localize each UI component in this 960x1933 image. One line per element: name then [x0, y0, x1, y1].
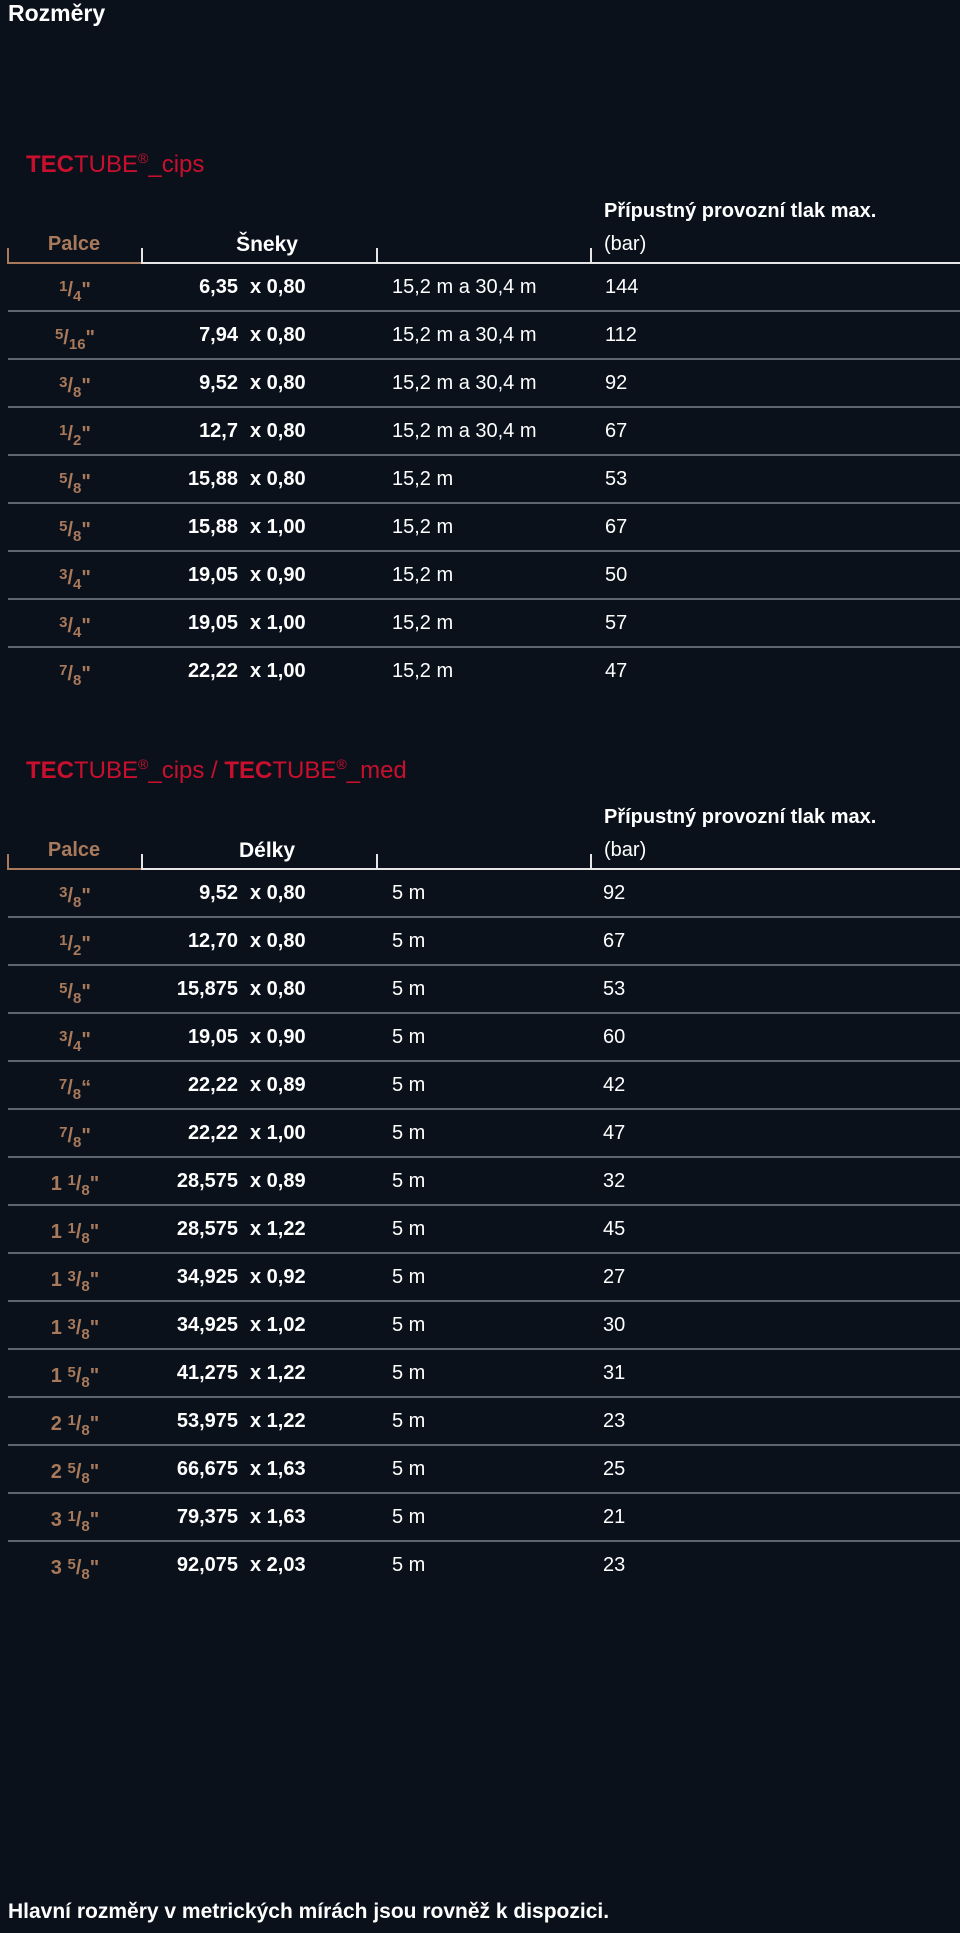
outer-diameter: 15,88 — [187, 468, 238, 490]
outer-diameter: 7,94 — [199, 324, 238, 346]
outer-diameter: 19,05 — [187, 612, 238, 634]
outer-diameter: 28,575 — [176, 1170, 238, 1192]
outer-diameter: 22,22 — [187, 660, 238, 682]
outer-diameter: 41,275 — [176, 1362, 238, 1384]
table-row — [0, 1062, 960, 1110]
table-row — [0, 1542, 960, 1590]
section-title: TECTUBE®_cips — [26, 150, 205, 178]
max-pressure: 60 — [603, 1026, 626, 1048]
wall-thickness: x 0,80 — [250, 324, 306, 346]
table-row — [0, 504, 960, 552]
max-pressure: 42 — [603, 1074, 626, 1096]
outer-diameter: 12,7 — [199, 420, 238, 442]
max-pressure: 32 — [603, 1170, 626, 1192]
length: 15,2 m — [392, 516, 454, 538]
wall-thickness: x 0,80 — [250, 372, 306, 394]
table-row — [0, 648, 960, 696]
table-row — [0, 1206, 960, 1254]
table-row — [0, 1302, 960, 1350]
max-pressure: 57 — [605, 612, 628, 634]
inch-size: $^5/_{16}$" — [54, 326, 96, 353]
length: 15,2 m — [392, 660, 454, 682]
inch-size: 1 $^3/_8$" — [50, 1316, 100, 1343]
wall-thickness: x 0,80 — [250, 420, 306, 442]
max-pressure: 47 — [603, 1122, 626, 1144]
inch-size: $^3/_4$" — [59, 1028, 91, 1055]
length: 5 m — [392, 1122, 426, 1144]
table-row — [0, 1350, 960, 1398]
inch-size: 3 $^5/_8$" — [50, 1556, 100, 1583]
length: 5 m — [392, 1362, 426, 1384]
footer-note: Hlavní rozměry v metrických mírách jsou rovněž k dispozici. — [8, 1900, 610, 1923]
header-pressure-unit: (bar) — [604, 233, 647, 255]
length: 5 m — [392, 1170, 426, 1192]
length: 5 m — [392, 978, 426, 1000]
outer-diameter: 19,05 — [187, 1026, 238, 1048]
inch-size: $^5/_8$" — [59, 518, 91, 545]
inch-size: $^3/_8$" — [59, 884, 91, 911]
max-pressure: 27 — [603, 1266, 626, 1288]
outer-diameter: 22,22 — [187, 1074, 238, 1096]
outer-diameter: 15,88 — [187, 516, 238, 538]
table-row — [0, 1398, 960, 1446]
header-tick — [590, 854, 592, 870]
max-pressure: 67 — [605, 516, 628, 538]
outer-diameter: 6,35 — [199, 276, 238, 298]
wall-thickness: x 0,92 — [250, 1266, 306, 1288]
inch-size: 2 $^5/_8$" — [50, 1460, 100, 1487]
outer-diameter: 9,52 — [199, 882, 238, 904]
wall-thickness: x 0,80 — [250, 468, 306, 490]
outer-diameter: 12,70 — [187, 930, 238, 952]
length: 5 m — [392, 1218, 426, 1240]
length: 5 m — [392, 1458, 426, 1480]
table-row — [0, 966, 960, 1014]
outer-diameter: 28,575 — [176, 1218, 238, 1240]
length: 15,2 m a 30,4 m — [392, 324, 537, 346]
wall-thickness: x 0,89 — [250, 1170, 306, 1192]
max-pressure: 92 — [603, 882, 626, 904]
length: 15,2 m a 30,4 m — [392, 420, 537, 442]
max-pressure: 23 — [603, 1554, 626, 1576]
length: 15,2 m a 30,4 m — [392, 276, 537, 298]
wall-thickness: x 0,80 — [250, 276, 306, 298]
outer-diameter: 66,675 — [176, 1458, 238, 1480]
wall-thickness: x 0,90 — [250, 564, 306, 586]
wall-thickness: x 0,80 — [250, 930, 306, 952]
table-row — [0, 360, 960, 408]
max-pressure: 92 — [605, 372, 628, 394]
inch-size: $^3/_4$" — [59, 614, 91, 641]
table-row — [0, 1110, 960, 1158]
header-sneky: Šneky — [236, 233, 298, 256]
header-pressure-unit: (bar) — [604, 839, 647, 861]
outer-diameter: 92,075 — [176, 1554, 238, 1576]
length: 15,2 m a 30,4 m — [392, 372, 537, 394]
length: 15,2 m — [392, 564, 454, 586]
table-row — [0, 870, 960, 918]
header-tick — [141, 854, 143, 870]
header-tick — [7, 248, 9, 264]
inch-size: $^3/_8$" — [59, 374, 91, 401]
max-pressure: 53 — [605, 468, 628, 490]
wall-thickness: x 1,00 — [250, 1122, 306, 1144]
inch-size: 1 $^5/_8$" — [50, 1364, 100, 1391]
header-palce: Palce — [47, 233, 101, 255]
wall-thickness: x 1,00 — [250, 516, 306, 538]
inch-size: $^1/_2$" — [59, 422, 91, 449]
outer-diameter: 22,22 — [187, 1122, 238, 1144]
max-pressure: 47 — [605, 660, 628, 682]
inch-size: $^1/_2$" — [59, 932, 91, 959]
length: 5 m — [392, 930, 426, 952]
table-body — [0, 870, 960, 1590]
wall-thickness: x 0,90 — [250, 1026, 306, 1048]
table-row — [0, 918, 960, 966]
inch-size: 2 $^1/_8$" — [50, 1412, 100, 1439]
table-row — [0, 1494, 960, 1542]
table-row — [0, 1158, 960, 1206]
wall-thickness: x 1,63 — [250, 1506, 306, 1528]
inch-size: $^1/_4$" — [59, 278, 91, 305]
wall-thickness: x 0,89 — [250, 1074, 306, 1096]
max-pressure: 144 — [605, 276, 639, 298]
wall-thickness: x 1,22 — [250, 1362, 306, 1384]
length: 5 m — [392, 1506, 426, 1528]
outer-diameter: 53,975 — [176, 1410, 238, 1432]
table-row — [0, 264, 960, 312]
header-tick — [7, 854, 9, 870]
table-row — [0, 1446, 960, 1494]
wall-thickness: x 2,03 — [250, 1554, 306, 1576]
inch-size: 3 $^1/_8$" — [50, 1508, 100, 1535]
inch-size: $^5/_8$" — [59, 470, 91, 497]
table-row — [0, 600, 960, 648]
section-title: TECTUBE®_cips / TECTUBE®_med — [26, 756, 407, 784]
inch-size: $^7/_8$" — [59, 662, 91, 689]
inch-size: $^7/_8“$ — [58, 1076, 92, 1103]
header-tick — [376, 248, 378, 264]
length: 5 m — [392, 1026, 426, 1048]
length: 15,2 m — [392, 468, 454, 490]
inch-size: 1 $^1/_8$" — [50, 1172, 100, 1199]
wall-thickness: x 1,00 — [250, 612, 306, 634]
length: 5 m — [392, 1410, 426, 1432]
outer-diameter: 19,05 — [187, 564, 238, 586]
header-palce: Palce — [47, 839, 101, 861]
inch-size: 1 $^3/_8$" — [50, 1268, 100, 1295]
wall-thickness: x 1,22 — [250, 1218, 306, 1240]
table-header — [0, 806, 960, 868]
outer-diameter: 34,925 — [176, 1314, 238, 1336]
outer-diameter: 9,52 — [199, 372, 238, 394]
header-delky: Délky — [238, 839, 296, 862]
max-pressure: 67 — [605, 420, 628, 442]
inch-size: $^7/_8$" — [59, 1124, 91, 1151]
length: 5 m — [392, 1266, 426, 1288]
max-pressure: 67 — [603, 930, 626, 952]
header-tick — [590, 248, 592, 264]
max-pressure: 53 — [603, 978, 626, 1000]
wall-thickness: x 0,80 — [250, 978, 306, 1000]
length: 5 m — [392, 1074, 426, 1096]
inch-size: 1 $^1/_8$" — [50, 1220, 100, 1247]
wall-thickness: x 0,80 — [250, 882, 306, 904]
table-row — [0, 1254, 960, 1302]
outer-diameter: 34,925 — [176, 1266, 238, 1288]
table-row — [0, 552, 960, 600]
max-pressure: 30 — [603, 1314, 626, 1336]
length: 15,2 m — [392, 612, 454, 634]
outer-diameter: 15,875 — [176, 978, 238, 1000]
max-pressure: 21 — [603, 1506, 626, 1528]
table-body — [0, 264, 960, 696]
table-row — [0, 312, 960, 360]
header-pressure: Přípustný provozní tlak max. — [604, 806, 877, 828]
max-pressure: 50 — [605, 564, 628, 586]
table-row — [0, 456, 960, 504]
wall-thickness: x 1,63 — [250, 1458, 306, 1480]
page-title: Rozměry — [8, 0, 106, 26]
header-tick — [141, 248, 143, 264]
max-pressure: 25 — [603, 1458, 626, 1480]
wall-thickness: x 1,02 — [250, 1314, 306, 1336]
wall-thickness: x 1,00 — [250, 660, 306, 682]
header-tick — [376, 854, 378, 870]
wall-thickness: x 1,22 — [250, 1410, 306, 1432]
outer-diameter: 79,375 — [176, 1506, 238, 1528]
inch-size: $^3/_4$" — [59, 566, 91, 593]
table-row — [0, 1014, 960, 1062]
max-pressure: 31 — [603, 1362, 626, 1384]
inch-size: $^5/_8$" — [59, 980, 91, 1007]
length: 5 m — [392, 882, 426, 904]
max-pressure: 45 — [603, 1218, 626, 1240]
length: 5 m — [392, 1314, 426, 1336]
table-header — [0, 200, 960, 262]
table-row — [0, 408, 960, 456]
header-pressure: Přípustný provozní tlak max. — [604, 200, 877, 222]
max-pressure: 23 — [603, 1410, 626, 1432]
length: 5 m — [392, 1554, 426, 1576]
max-pressure: 112 — [605, 324, 637, 346]
